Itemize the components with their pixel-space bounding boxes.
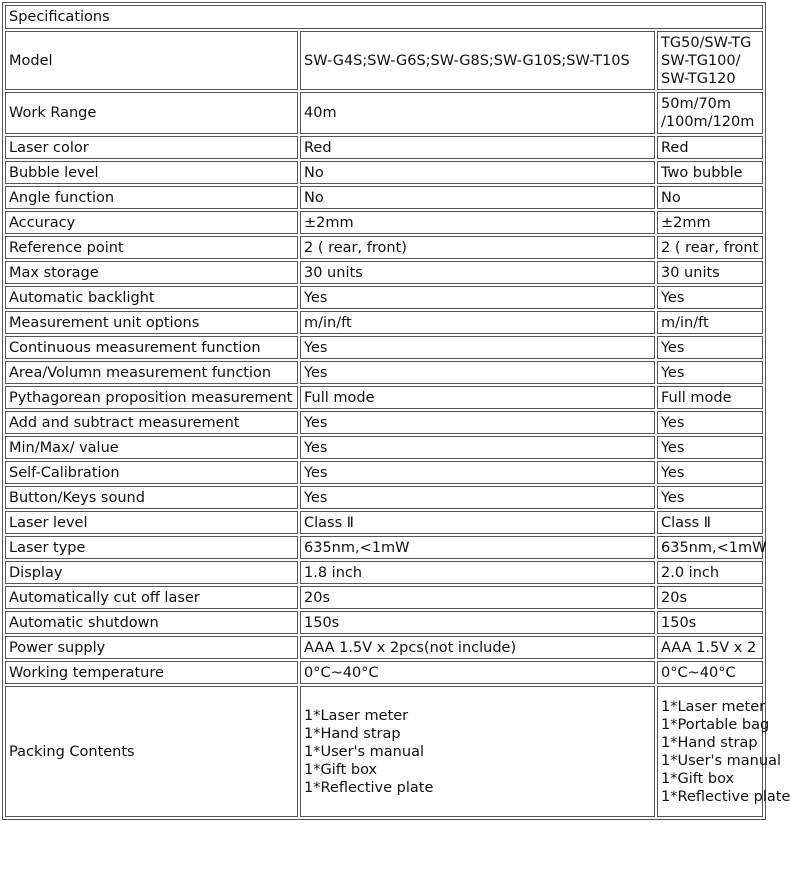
spec-row-measurement-unit-options	[5, 311, 763, 334]
spec-value-series-b: Red	[657, 136, 763, 159]
spec-row-working-temperature	[5, 661, 763, 684]
spec-value-series-a: m/in/ft	[300, 311, 655, 334]
spec-value-series-b: 2.0 inch	[657, 561, 763, 584]
spec-value-series-a: AAA 1.5V x 2pcs(not include)	[300, 636, 655, 659]
spec-value-series-b: 30 units	[657, 261, 763, 284]
spec-label: Power supply	[5, 636, 298, 659]
spec-row-bubble-level	[5, 161, 763, 184]
spec-row-laser-color	[5, 136, 763, 159]
spec-value-series-a: 40m	[300, 92, 655, 134]
spec-value-series-b: 20s	[657, 586, 763, 609]
spec-label: Area/Volumn measurement function	[5, 361, 298, 384]
spec-value-series-b: 0°C~40°C	[657, 661, 763, 684]
spec-value-series-a: Class Ⅱ	[300, 511, 655, 534]
cell-line: 1*User's manual	[661, 752, 781, 769]
spec-value-series-b: 150s	[657, 611, 763, 634]
spec-label: Automatically cut off laser	[5, 586, 298, 609]
spec-value-series-a: 1.8 inch	[300, 561, 655, 584]
spec-value-series-b: ±2mm	[657, 211, 763, 234]
spec-value-series-b: Yes	[657, 361, 763, 384]
spec-value-series-b: Class Ⅱ	[657, 511, 763, 534]
spec-value-series-a: 635nm,<1mW	[300, 536, 655, 559]
spec-row-model	[5, 31, 763, 90]
spec-row-display	[5, 561, 763, 584]
spec-value-series-a: Yes	[300, 411, 655, 434]
spec-row-accuracy	[5, 211, 763, 234]
table-title: Specifications	[5, 5, 763, 29]
spec-value-series-a: No	[300, 186, 655, 209]
spec-value-series-b: Yes	[657, 336, 763, 359]
spec-label: Max storage	[5, 261, 298, 284]
spec-value-series-b: AAA 1.5V x 2	[657, 636, 763, 659]
spec-value-series-b: m/in/ft	[657, 311, 763, 334]
cell-line: 1*Hand strap	[661, 734, 758, 751]
spec-row-button-keys-sound	[5, 486, 763, 509]
spec-row-automatic-backlight	[5, 286, 763, 309]
spec-value-series-b: Yes	[657, 411, 763, 434]
spec-label: Work Range	[5, 92, 298, 134]
spec-row-packing-contents	[5, 686, 763, 817]
spec-row-reference-point	[5, 236, 763, 259]
spec-label: Packing Contents	[5, 686, 298, 817]
spec-value-series-b: 635nm,<1mW	[657, 536, 763, 559]
spec-value-series-a: 30 units	[300, 261, 655, 284]
cell-line: 50m/70m	[661, 96, 732, 112]
spec-label: Self-Calibration	[5, 461, 298, 484]
spec-value-series-a	[300, 686, 655, 817]
spec-value-series-b: Yes	[657, 486, 763, 509]
title-row	[5, 5, 763, 29]
spec-value-series-a: Yes	[300, 436, 655, 459]
cell-line: /100m/120m	[661, 114, 755, 130]
cell-line: SW-TG120	[661, 70, 736, 87]
spec-label: Automatic shutdown	[5, 611, 298, 634]
specifications-table	[2, 2, 790, 820]
cell-line: 1*Gift box	[304, 761, 378, 778]
spec-value-series-b: 2 ( rear, front	[657, 236, 763, 259]
spec-value-series-b: Yes	[657, 436, 763, 459]
spec-value-series-a: 20s	[300, 586, 655, 609]
spec-value-series-b	[657, 92, 763, 134]
cell-line: 1*Reflective plate	[661, 788, 790, 805]
spec-row-max-storage	[5, 261, 763, 284]
spec-value-series-a: Red	[300, 136, 655, 159]
spec-row-automatic-shutdown	[5, 611, 763, 634]
cell-line: 1*Laser meter	[304, 707, 409, 724]
spec-row-pythagorean-proposition-measurement	[5, 386, 763, 409]
spec-value-series-a: Yes	[300, 461, 655, 484]
spec-value-series-a: 2 ( rear, front)	[300, 236, 655, 259]
spec-label: Accuracy	[5, 211, 298, 234]
spec-label: Laser color	[5, 136, 298, 159]
spec-value-series-a: Yes	[300, 486, 655, 509]
cell-line: 1*Portable bag	[661, 716, 770, 733]
spec-label: Laser level	[5, 511, 298, 534]
cell-line: SW-TG100/	[661, 52, 741, 69]
spec-label: Bubble level	[5, 161, 298, 184]
spec-value-series-a: 0°C~40°C	[300, 661, 655, 684]
spec-label: Angle function	[5, 186, 298, 209]
spec-value-series-a: Yes	[300, 336, 655, 359]
cell-line: 1*Hand strap	[304, 725, 401, 742]
spec-row-add-and-subtract-measurement	[5, 411, 763, 434]
spec-label: Automatic backlight	[5, 286, 298, 309]
spec-row-work-range	[5, 92, 763, 134]
spec-value-series-a: Yes	[300, 286, 655, 309]
spec-value-series-a: Full mode	[300, 386, 655, 409]
spec-value-series-b	[657, 686, 790, 817]
spec-value-series-a: 150s	[300, 611, 655, 634]
spec-row-self-calibration	[5, 461, 763, 484]
spec-row-laser-type	[5, 536, 763, 559]
spec-label: Measurement unit options	[5, 311, 298, 334]
cell-line: 1*User's manual	[304, 743, 424, 760]
spec-value-series-b: Two bubble	[657, 161, 763, 184]
spec-value-series-b: No	[657, 186, 763, 209]
cell-line: TG50/SW-TG	[661, 34, 752, 51]
cell-line: 1*Gift box	[661, 770, 735, 787]
spec-label: Working temperature	[5, 661, 298, 684]
spec-table-wrapper	[2, 2, 790, 820]
spec-row-automatically-cut-off-laser	[5, 586, 763, 609]
spec-label: Add and subtract measurement	[5, 411, 298, 434]
spec-label: Reference point	[5, 236, 298, 259]
cell-line: 1*Reflective plate	[304, 779, 434, 796]
spec-row-angle-function	[5, 186, 763, 209]
spec-value-series-b: Yes	[657, 461, 763, 484]
spec-label: Min/Max/ value	[5, 436, 298, 459]
spec-label: Button/Keys sound	[5, 486, 298, 509]
spec-value-series-a: No	[300, 161, 655, 184]
spec-row-min-max-value	[5, 436, 763, 459]
spec-label: Model	[5, 31, 298, 90]
spec-value-series-a: SW-G4S;SW-G6S;SW-G8S;SW-G10S;SW-T10S	[300, 31, 655, 90]
spec-value-series-a: ±2mm	[300, 211, 655, 234]
spec-row-area-volumn-measurement-function	[5, 361, 763, 384]
cell-line: 1*Laser meter	[661, 698, 766, 715]
spec-row-power-supply	[5, 636, 763, 659]
spec-label: Display	[5, 561, 298, 584]
spec-row-laser-level	[5, 511, 763, 534]
spec-row-continuous-measurement-function	[5, 336, 763, 359]
spec-value-series-b	[657, 31, 763, 90]
spec-label: Pythagorean proposition measurement	[5, 386, 298, 409]
spec-value-series-b: Yes	[657, 286, 763, 309]
spec-label: Laser type	[5, 536, 298, 559]
spec-value-series-b: Full mode	[657, 386, 763, 409]
spec-value-series-a: Yes	[300, 361, 655, 384]
spec-label: Continuous measurement function	[5, 336, 298, 359]
